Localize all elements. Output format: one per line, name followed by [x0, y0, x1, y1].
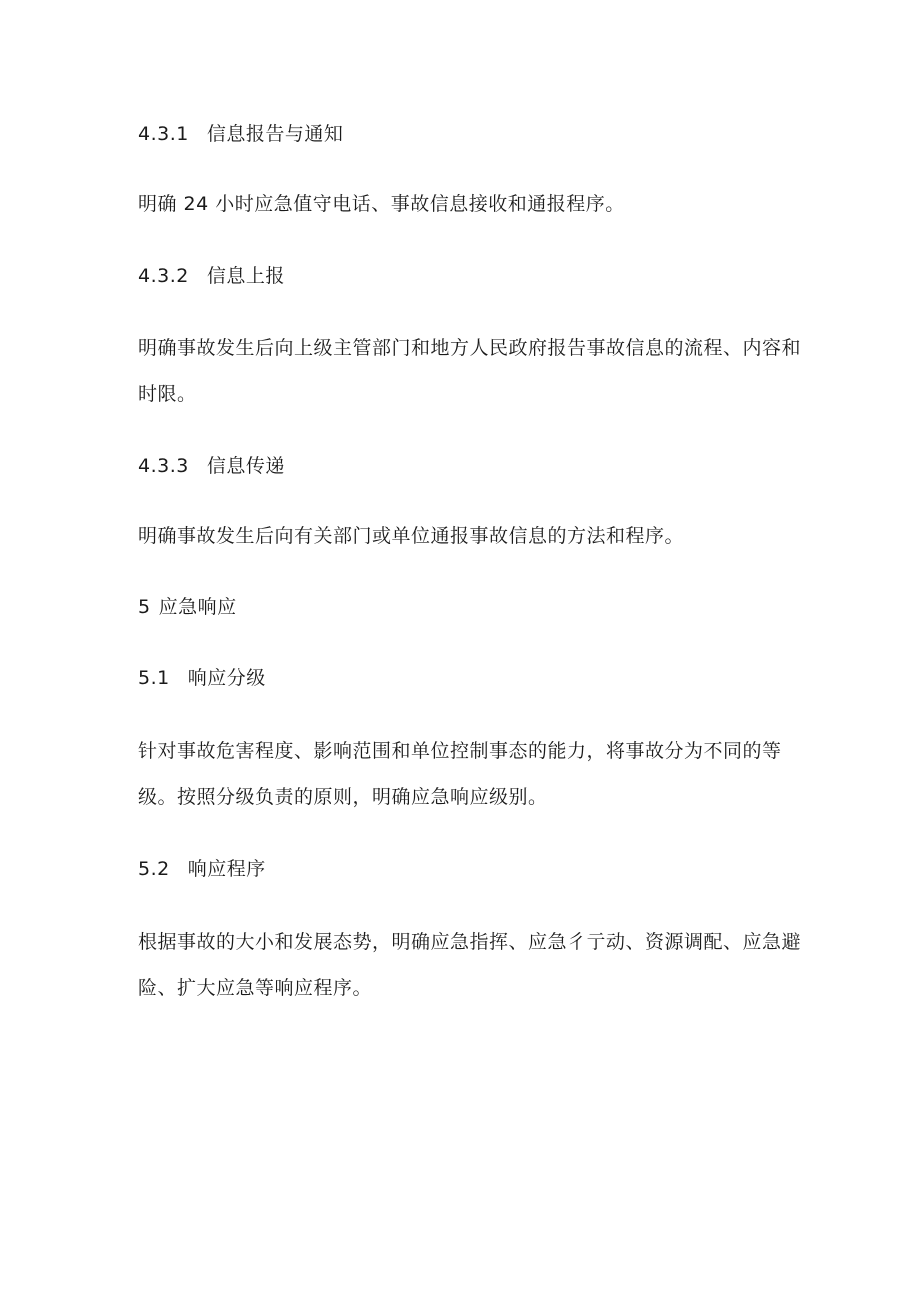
paragraph-line: 针对事故危害程度、影响范围和单位控制事态的能力，将事故分为不同的等 — [138, 740, 782, 762]
section-number: 5.2 — [138, 858, 170, 880]
paragraph-line: 时限。 — [138, 383, 197, 405]
section-number: 4.3.3 — [138, 455, 189, 477]
section-heading-4-3-1 — [138, 122, 788, 146]
section-heading-5-1 — [138, 666, 788, 690]
section-number: 5.1 — [138, 667, 170, 689]
section-number: 5 — [138, 596, 151, 618]
paragraph-line: 险、扩大应急等响应程序。 — [138, 977, 373, 999]
paragraph-line: 明确 24 小时应急值守电话、事故信息接收和通报程序。 — [138, 193, 625, 215]
section-title: 信息传递 — [206, 455, 285, 477]
section-title: 响应程序 — [187, 858, 266, 880]
paragraph-line: 根据事故的大小和发展态势，明确应急指挥、应急彳亍动、资源调配、应急避 — [138, 931, 802, 953]
paragraph-line: 明确事故发生后向有关部门或单位通报事故信息的方法和程序。 — [138, 525, 685, 547]
section-heading-4-3-2 — [138, 264, 788, 288]
section-heading-5-2 — [138, 857, 788, 881]
section-heading-5 — [138, 595, 788, 619]
section-title: 响应分级 — [187, 667, 266, 689]
section-heading-4-3-3 — [138, 454, 788, 478]
paragraph-line: 级。按照分级负责的原则，明确应急响应级别。 — [138, 786, 548, 808]
paragraph-line: 明确事故发生后向上级主管部门和地方人民政府报告事故信息的流程、内容和 — [138, 337, 802, 359]
section-title: 应急响应 — [158, 596, 237, 618]
section-number: 4.3.1 — [138, 123, 189, 145]
section-number: 4.3.2 — [138, 265, 189, 287]
section-title: 信息报告与通知 — [206, 123, 344, 145]
section-title: 信息上报 — [206, 265, 285, 287]
